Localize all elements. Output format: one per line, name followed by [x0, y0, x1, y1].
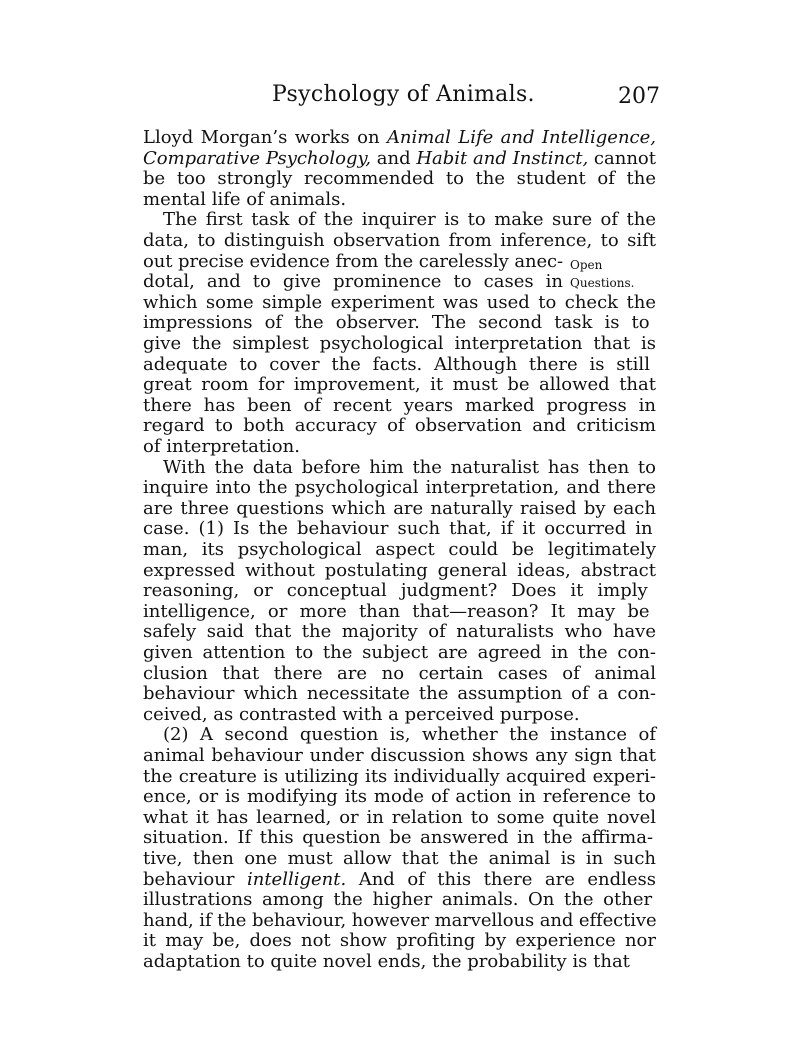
text-line	[143, 931, 656, 951]
text-line	[143, 890, 652, 910]
text-run: (2) A second question is, whether the instance of	[163, 724, 656, 746]
text-line	[143, 540, 656, 560]
text-run: adequate to cover the facts. Although there is still	[143, 353, 650, 375]
text-line	[143, 210, 656, 230]
text-line	[143, 128, 656, 148]
text-line	[143, 602, 650, 622]
text-line	[143, 849, 656, 869]
text-line	[143, 870, 656, 890]
text-run: animal behaviour under discussion shows any sign that	[143, 745, 656, 766]
text-line	[143, 293, 656, 313]
text-line	[143, 664, 656, 684]
text-run: be too strongly recommended to the student of the	[143, 168, 656, 190]
text-run: adaptation to quite novel ends, the probability is that	[143, 951, 630, 972]
running-title: Psychology of Animals.	[272, 82, 535, 107]
text-line	[143, 416, 656, 436]
text-line	[143, 375, 656, 395]
text-run: expressed without postulating general ideas, abstract	[143, 559, 656, 581]
text-line	[143, 911, 657, 931]
text-line	[143, 684, 656, 704]
text-run: which some simple experiment was used to check the	[143, 291, 656, 313]
italic-run: Comparative Psychology,	[143, 147, 371, 169]
text-line	[143, 746, 656, 766]
text-line	[143, 561, 656, 581]
text-line	[143, 272, 563, 292]
text-line	[143, 355, 650, 375]
text-line	[143, 581, 648, 601]
text-run: given attention to the subject are agreed in the con-	[143, 642, 656, 663]
text-run: Lloyd Morgan’s works on	[143, 127, 387, 148]
text-run: illustrations among the higher animals. On the other	[143, 889, 653, 911]
text-run: clusion that there are no certain cases of animal	[143, 662, 656, 684]
text-run: great room for improvement, it must be allowed that	[143, 374, 656, 396]
text-run: mental life of animals.	[143, 188, 347, 210]
page-header	[0, 82, 800, 114]
text-run: what it has learned, or in relation to some quite novel	[143, 806, 656, 828]
text-line	[143, 396, 656, 416]
italic-run: Habit and Instinct,	[416, 147, 589, 169]
text-run: situation. If this question be answered in the affirma-	[143, 827, 654, 849]
text-line	[143, 725, 656, 745]
text-run: it may be, does not show profiting by experience nor	[143, 930, 656, 952]
text-line	[143, 622, 656, 642]
text-line	[143, 705, 580, 725]
text-line	[143, 458, 656, 478]
text-line	[143, 519, 653, 539]
text-line	[143, 643, 656, 663]
text-run: behaviour which necessitate the assumption of a con-	[143, 683, 656, 705]
text-run: data, to distinguish observation from inference, to sift	[143, 230, 656, 251]
text-line	[143, 828, 653, 848]
text-run: the creature is utilizing its individually acquired experi-	[143, 765, 656, 787]
text-run: and	[371, 147, 417, 169]
text-line	[143, 149, 656, 169]
text-line	[143, 767, 656, 787]
text-line	[143, 787, 656, 807]
text-run: hand, if the behaviour, however marvellous and effective	[143, 909, 657, 931]
text-run: give the simplest psychological interpretation that is	[143, 333, 656, 354]
italic-run: Animal Life and Intelligence,	[386, 127, 656, 148]
text-run: ceived, as contrasted with a perceived purpose.	[143, 703, 580, 725]
text-line	[143, 952, 630, 972]
text-run: And of this there are endless	[346, 868, 657, 890]
text-line	[143, 169, 656, 189]
text-run: tive, then one must allow that the animal is in such	[143, 848, 656, 869]
text-run: intelligence, or more than that—reason? It may be	[143, 600, 650, 622]
text-run: ence, or is modifying its mode of action in reference to	[143, 786, 656, 808]
text-run: impressions of the observer. The second task is to	[143, 312, 650, 334]
page-number: 207	[618, 84, 660, 109]
text-run: behaviour	[143, 868, 247, 890]
text-run: dotal, and to give prominence to cases in	[143, 271, 563, 293]
text-run: regard to both accuracy of observation and criticism	[143, 415, 656, 437]
text-run: inquire into the psychological interpretation, and there	[143, 477, 656, 499]
text-line	[143, 437, 300, 457]
text-run: man, its psychological aspect could be legitimately	[143, 539, 656, 560]
text-run: reasoning, or conceptual judgment? Does it imply	[143, 580, 648, 602]
text-line	[143, 252, 563, 272]
text-run: cannot	[588, 147, 657, 169]
margin-note-open: Open	[570, 258, 603, 272]
text-line	[143, 499, 656, 519]
text-line	[143, 190, 346, 210]
text-run: safely said that the majority of naturalists who have	[143, 621, 656, 643]
text-line	[143, 478, 656, 498]
text-run: case. (1) Is the behaviour such that, if it occurred in	[143, 518, 653, 540]
text-run: are three questions which are naturally raised by each	[143, 497, 656, 519]
text-run: The first task of the inquirer is to make sure of the	[163, 209, 656, 231]
text-line	[143, 334, 656, 354]
text-run: out precise evidence from the carelessly anec-	[143, 250, 563, 272]
italic-run: intelligent.	[246, 868, 347, 890]
text-line	[143, 808, 656, 828]
text-run: of interpretation.	[143, 436, 300, 457]
text-line	[143, 231, 656, 251]
text-line	[143, 313, 650, 333]
text-run: there has been of recent years marked progress in	[143, 394, 656, 416]
text-run: With the data before him the naturalist has then to	[163, 456, 656, 478]
margin-note-questions: Questions.	[570, 276, 635, 290]
